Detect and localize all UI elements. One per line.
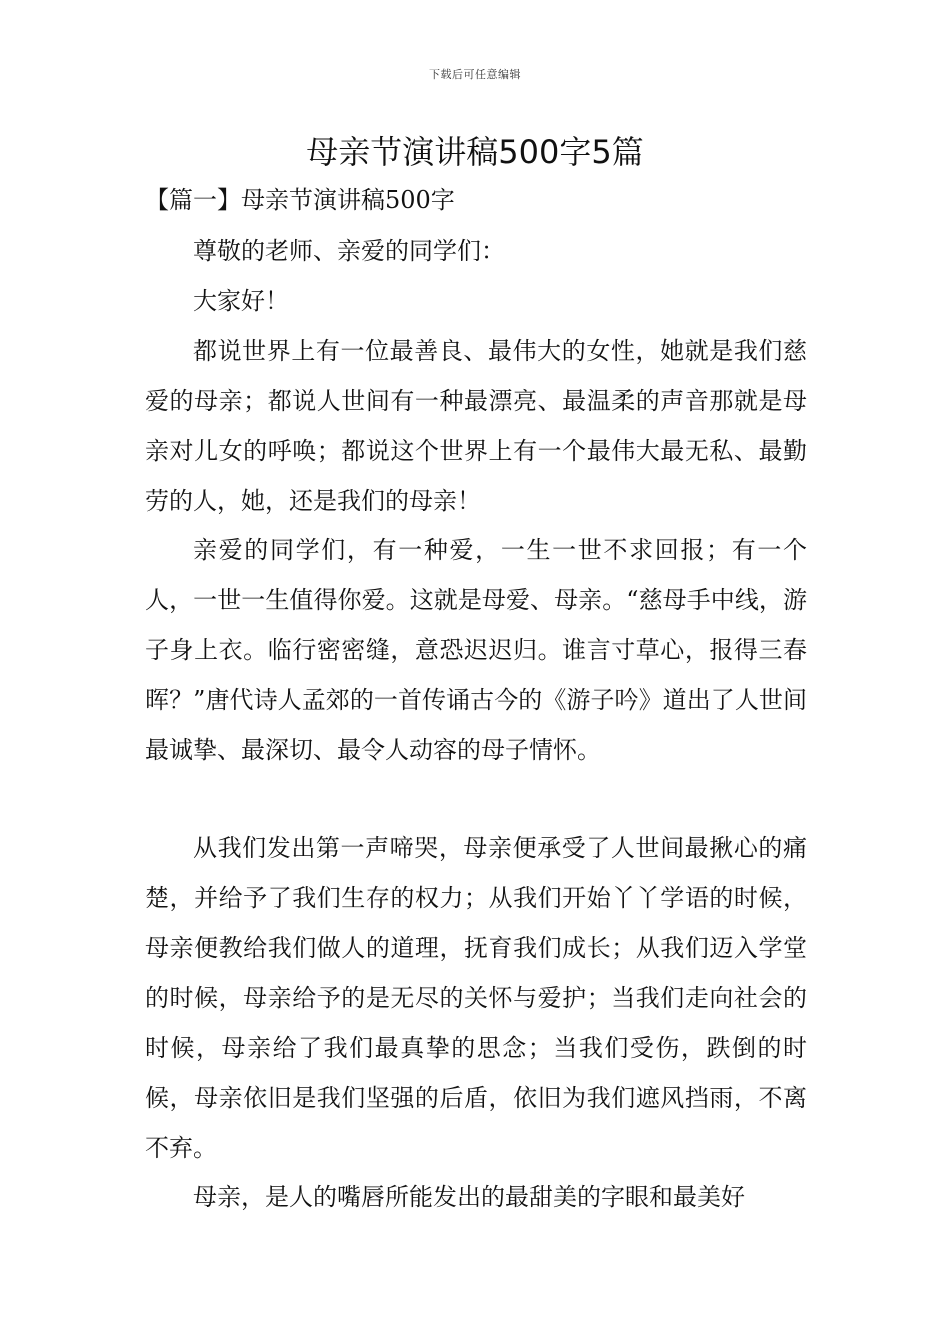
document-title: 母亲节演讲稿500字5篇: [306, 133, 644, 171]
body-paragraph: 亲爱的同学们，有一种爱，一生一世不求回报；有一个人，一世一生值得你爱。这就是母爱、母亲。“慈母手中线，游子身上衣。临行密密缝，意恐迟迟归。谁言寸草心，报得三春晖？”唐代诗人孟郊的一首传诵古今的《游子吟》道出了人世间最诚挚、最深切、最令人动容的母子情怀。: [145, 536, 807, 764]
body-paragraph: 母亲，是人的嘴唇所能发出的最甜美的字眼和最美好: [193, 1183, 745, 1211]
section-heading: 【篇一】母亲节演讲稿500字: [145, 186, 455, 214]
header-note: 下载后可任意编辑: [429, 68, 521, 81]
greeting-paragraph: 尊敬的老师、亲爱的同学们：: [193, 237, 505, 265]
body-paragraph: 都说世界上有一位最善良、最伟大的女性，她就是我们慈爱的母亲；都说人世间有一种最漂亮、最温柔的声音那就是母亲对儿女的呼唤；都说这个世界上有一个最伟大最无私、最勤劳的人，她，还是我们的母亲！: [145, 337, 807, 515]
body-paragraph: 从我们发出第一声啼哭，母亲便承受了人世间最揪心的痛楚，并给予了我们生存的权力；从我们开始丫丫学语的时候，母亲便教给我们做人的道理，抚育我们成长；从我们迈入学堂的时候，母亲给予的是无尽的关怀与爱护；当我们走向社会的时候，母亲给了我们最真挚的思念；当我们受伤，跌倒的时候，母亲依旧是我们坚强的后盾，依旧为我们遮风挡雨，不离不弃。: [145, 834, 807, 1162]
hello-paragraph: 大家好！: [193, 287, 289, 315]
